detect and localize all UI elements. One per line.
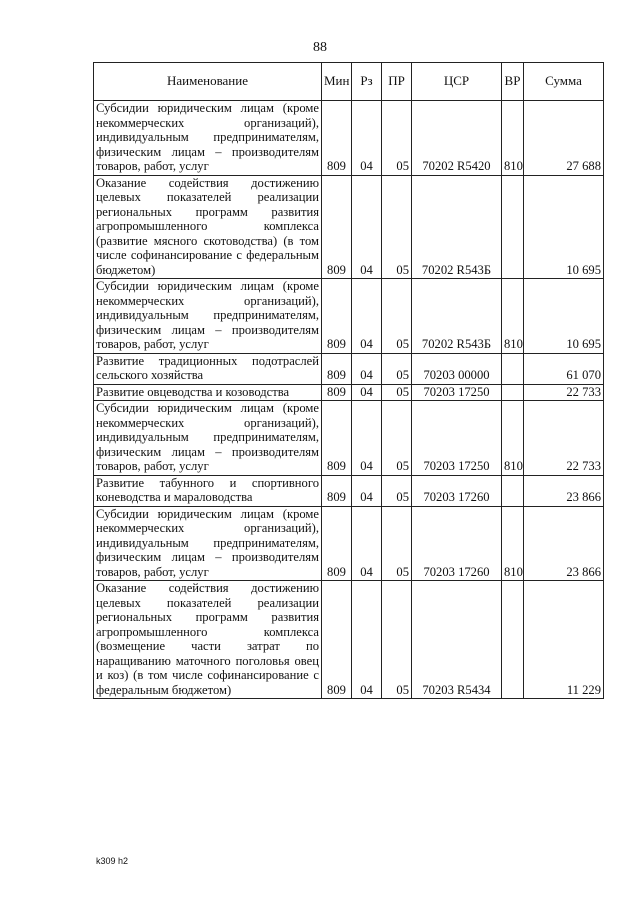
row-name: Оказание содействия достижению целевых показателей реализации региональных программ развития агропромышленного комплекса (возмещение части затрат по наращиванию маточного поголовья овец и коз) (в том числе софинансирование с федеральным бюджетом) <box>94 581 322 699</box>
page-number: 88 <box>313 40 327 55</box>
row-vr: 810 <box>502 401 524 476</box>
row-vr: 810 <box>502 506 524 581</box>
row-name: Субсидии юридическим лицам (кроме некоммерческих организаций), индивидуальным предпринимателям, физическим лицам – производителям товаров, работ, услуг <box>94 401 322 476</box>
row-name: Оказание содействия достижению целевых показателей реализации региональных программ развития агропромышленного комплекса (развитие мясного скотоводства) (в том числе софинансирование с федеральным бюджетом) <box>94 175 322 279</box>
row-sum: 10 695 <box>524 279 604 354</box>
row-vr: 810 <box>502 279 524 354</box>
row-vr <box>502 353 524 384</box>
table-row <box>94 384 604 401</box>
footer-code: k309 h2 <box>96 856 129 866</box>
row-pr: 05 <box>382 101 412 176</box>
row-pr: 05 <box>382 384 412 401</box>
header-vr: ВР <box>502 63 524 101</box>
header-row <box>94 63 604 101</box>
row-min: 809 <box>322 353 352 384</box>
table-row <box>94 279 604 354</box>
header-rz: Рз <box>352 63 382 101</box>
table-row <box>94 401 604 476</box>
row-rz: 04 <box>352 506 382 581</box>
row-name: Развитие традиционных подотраслей сельского хозяйства <box>94 353 322 384</box>
row-sum: 61 070 <box>524 353 604 384</box>
row-pr: 05 <box>382 401 412 476</box>
row-min: 809 <box>322 581 352 699</box>
table-row <box>94 101 604 176</box>
row-rz: 04 <box>352 384 382 401</box>
row-csr: 70202 R543Б <box>412 175 502 279</box>
row-vr <box>502 384 524 401</box>
row-csr: 70203 17250 <box>412 401 502 476</box>
header-sum: Сумма <box>524 63 604 101</box>
row-rz: 04 <box>352 279 382 354</box>
row-min: 809 <box>322 506 352 581</box>
row-min: 809 <box>322 101 352 176</box>
table-row <box>94 353 604 384</box>
row-rz: 04 <box>352 175 382 279</box>
row-pr: 05 <box>382 279 412 354</box>
row-name: Субсидии юридическим лицам (кроме некоммерческих организаций), индивидуальным предпринимателям, физическим лицам – производителям товаров, работ, услуг <box>94 101 322 176</box>
row-name: Субсидии юридическим лицам (кроме некоммерческих организаций), индивидуальным предпринимателям, физическим лицам – производителям товаров, работ, услуг <box>94 506 322 581</box>
row-sum: 27 688 <box>524 101 604 176</box>
row-pr: 05 <box>382 175 412 279</box>
row-pr: 05 <box>382 581 412 699</box>
row-vr <box>502 175 524 279</box>
row-sum: 11 229 <box>524 581 604 699</box>
row-sum: 23 866 <box>524 506 604 581</box>
table-row <box>94 475 604 506</box>
row-csr: 70203 17260 <box>412 475 502 506</box>
row-rz: 04 <box>352 353 382 384</box>
row-csr: 70203 17260 <box>412 506 502 581</box>
row-name: Развитие табунного и спортивного коневодства и мараловодства <box>94 475 322 506</box>
row-pr: 05 <box>382 475 412 506</box>
row-rz: 04 <box>352 581 382 699</box>
header-min: Мин <box>322 63 352 101</box>
row-pr: 05 <box>382 353 412 384</box>
row-vr <box>502 475 524 506</box>
row-csr: 70203 R5434 <box>412 581 502 699</box>
row-min: 809 <box>322 384 352 401</box>
row-vr <box>502 581 524 699</box>
header-csr: ЦСР <box>412 63 502 101</box>
row-min: 809 <box>322 475 352 506</box>
row-csr: 70203 17250 <box>412 384 502 401</box>
table-row <box>94 506 604 581</box>
row-min: 809 <box>322 401 352 476</box>
header-pr: ПР <box>382 63 412 101</box>
row-sum: 10 695 <box>524 175 604 279</box>
header-name: Наименование <box>94 63 322 101</box>
row-csr: 70202 R543Б <box>412 279 502 354</box>
row-name: Субсидии юридическим лицам (кроме некоммерческих организаций), индивидуальным предпринимателям, физическим лицам – производителям товаров, работ, услуг <box>94 279 322 354</box>
row-min: 809 <box>322 175 352 279</box>
row-rz: 04 <box>352 101 382 176</box>
row-rz: 04 <box>352 401 382 476</box>
table-row <box>94 175 604 279</box>
row-name: Развитие овцеводства и козоводства <box>94 384 322 401</box>
table-row <box>94 581 604 699</box>
row-rz: 04 <box>352 475 382 506</box>
row-min: 809 <box>322 279 352 354</box>
row-sum: 22 733 <box>524 401 604 476</box>
budget-table <box>93 62 604 699</box>
row-pr: 05 <box>382 506 412 581</box>
row-csr: 70203 00000 <box>412 353 502 384</box>
row-vr: 810 <box>502 101 524 176</box>
row-csr: 70202 R5420 <box>412 101 502 176</box>
row-sum: 22 733 <box>524 384 604 401</box>
row-sum: 23 866 <box>524 475 604 506</box>
